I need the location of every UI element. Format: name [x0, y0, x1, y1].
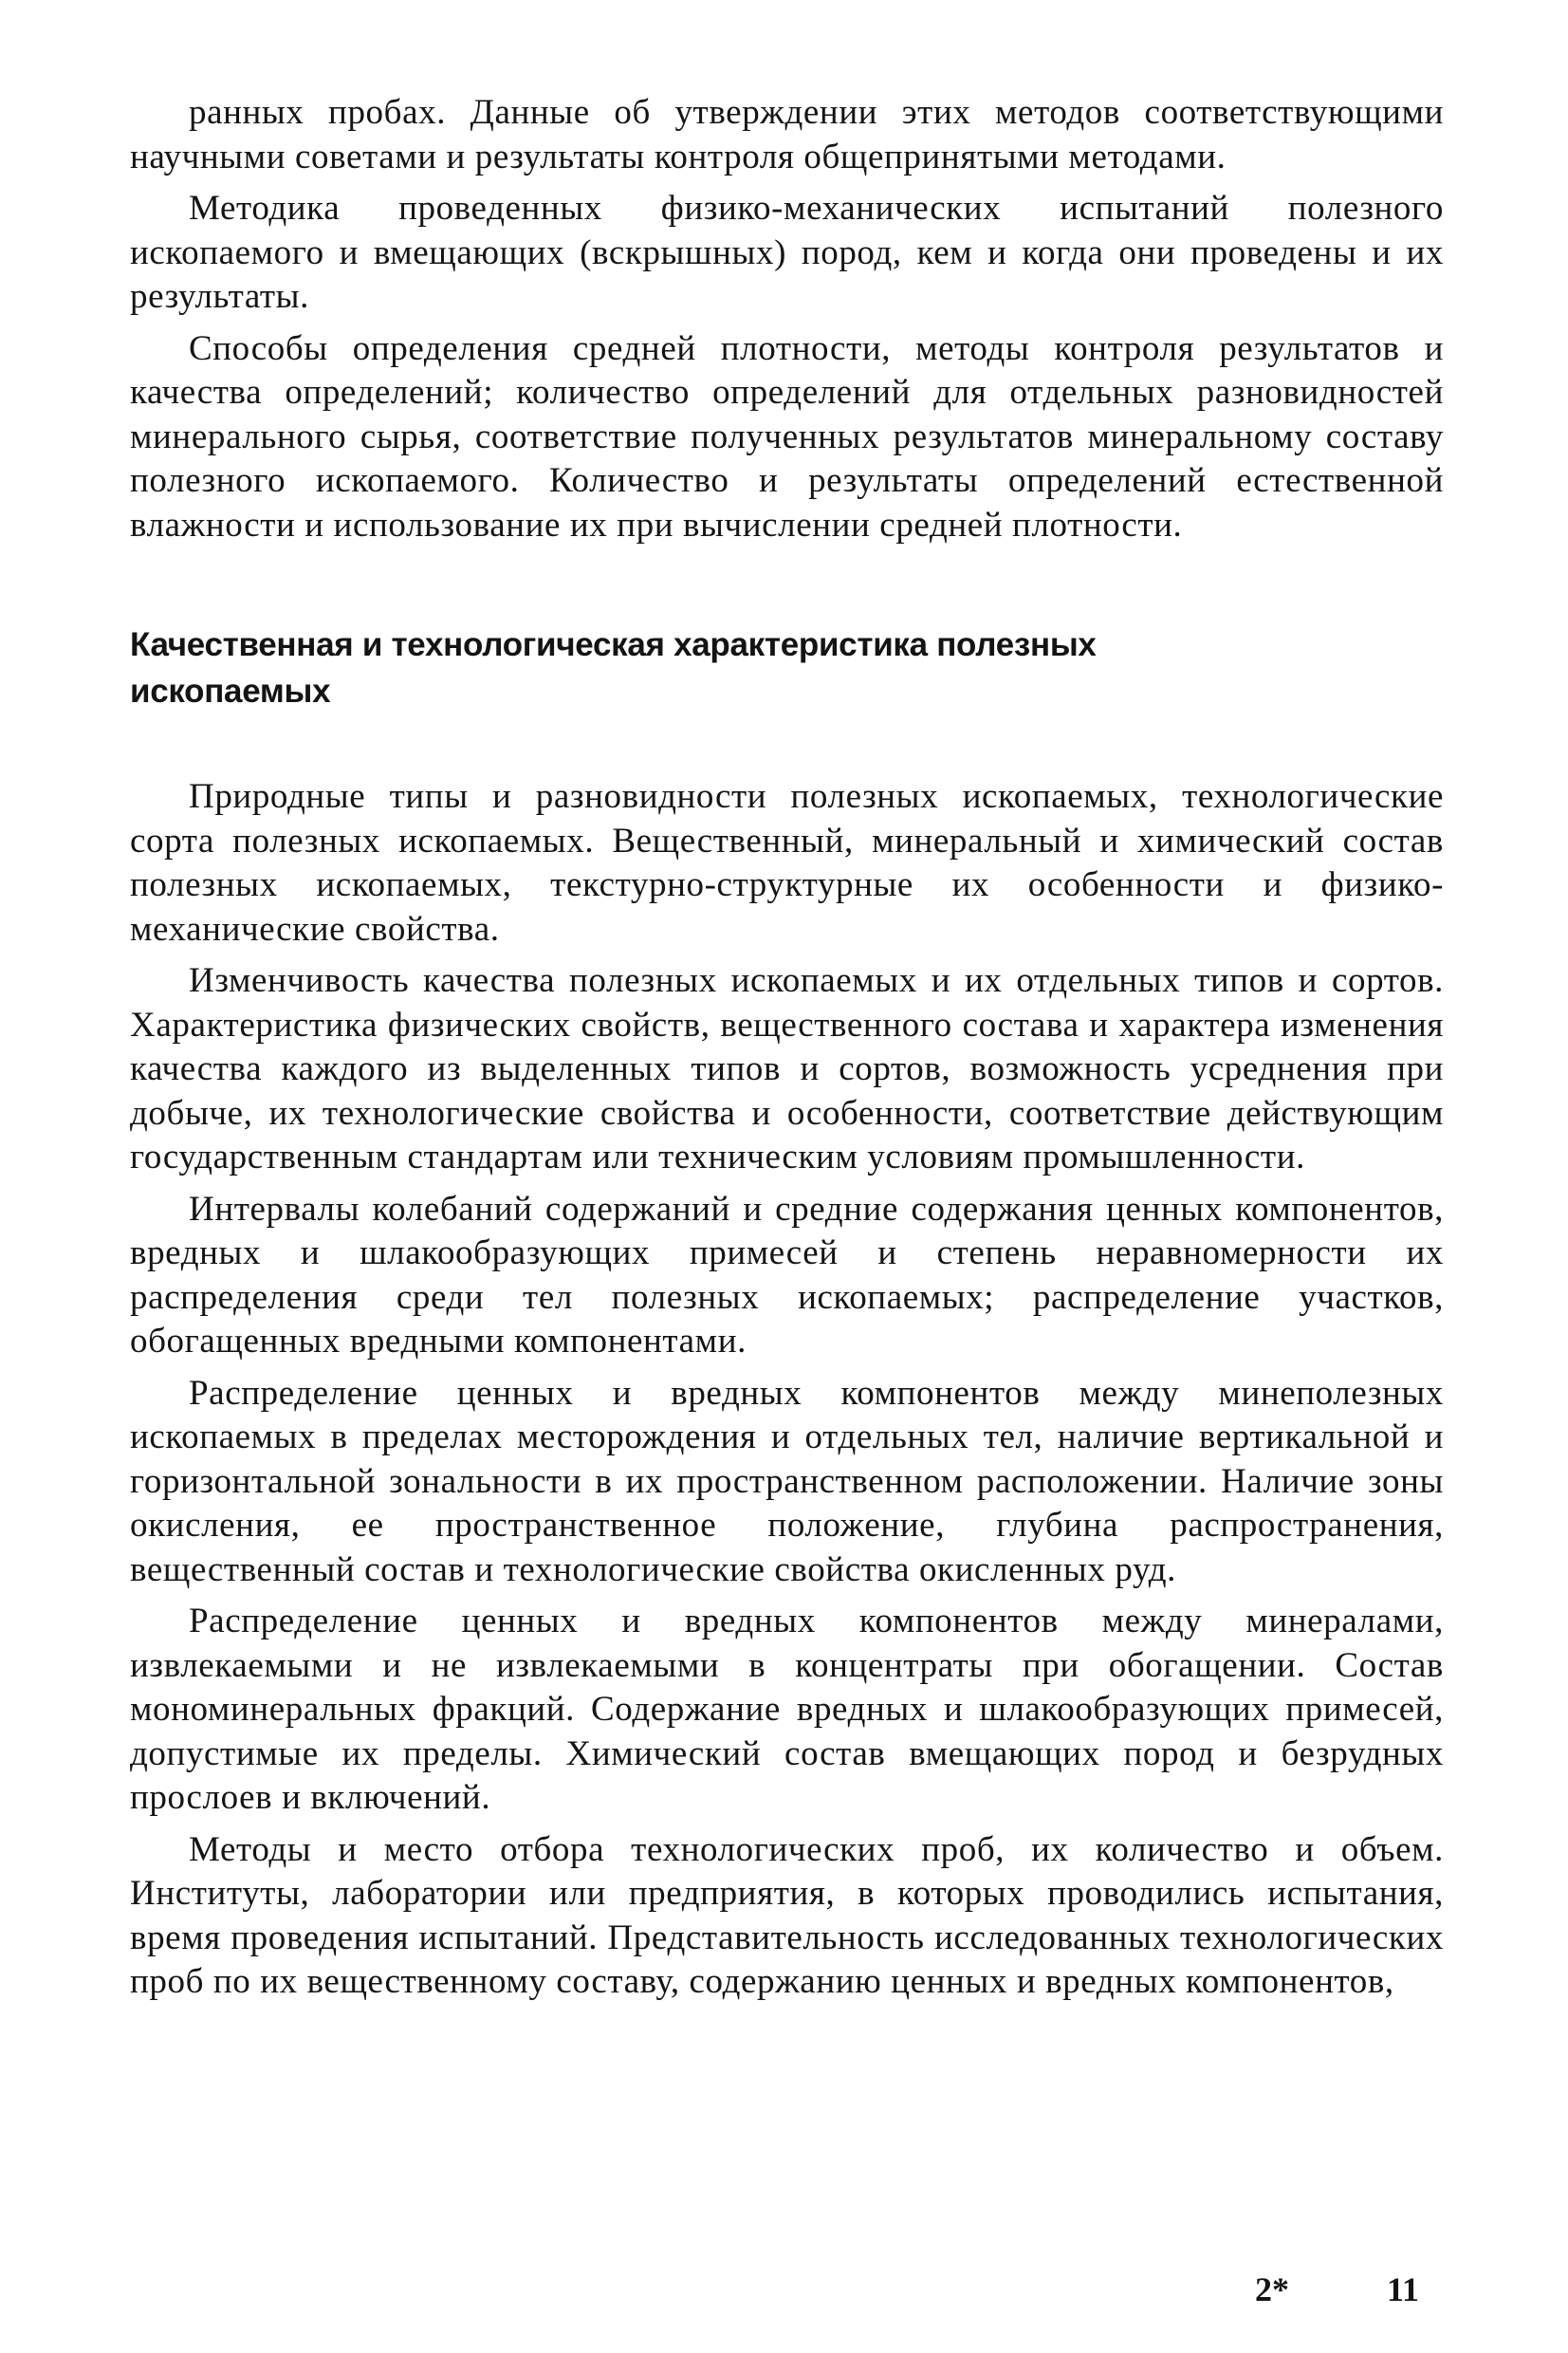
paragraph-mineral-distribution: Распределение ценных и вредных компонентов между минералами, извлекаемыми и не извлекаемыми в концентраты при обогащении. Состав мономинеральных фракций. Содержание вредных и шлакообразующих примесей, допустимые их пределы. Химический состав вмещающих пород и безрудных прослоев и включений. [130, 1602, 1444, 1817]
document-page [130, 91, 1444, 2012]
paragraph-physical-tests: Методика проведенных физико-механических испытаний полезного ископаемого и вмещающих (вскрышных) пород, кем и когда они проведены и их результаты. [130, 189, 1444, 316]
paragraph-technological-samples: Методы и место отбора технологических проб, их количество и объем. Институты, лаборатории или предприятия, в которых проводились испытания, время проведения испытаний. Представительность исследованных технологических проб по их вещественному составу, содержанию ценных и вредных компонентов, [130, 1829, 1444, 2001]
page-footer [130, 2270, 1444, 2317]
paragraph-component-distribution: Распределение ценных и вредных компонентов между минеполезных ископаемых в пределах месторождения и отдельных тел, наличие вертикальной и горизонтальной зональности в их пространственном расположении. Наличие зоны окисления, ее пространственное положение, глубина распространения, вещественный состав и технологические свойства окисленных руд. [130, 1373, 1444, 1589]
signature-mark: 2* [1255, 2270, 1289, 2308]
paragraph-density-methods: Способы определения средней плотности, методы контроля результатов и качества определений; количество определений для отдельных разновидностей минерального сырья, соответствие полученных результатов минеральному составу полезного ископаемого. Количество и результаты определений естественной влажности и использование их при вычислении средней плотности. [130, 328, 1444, 545]
paragraph-quality-variability: Изменчивость качества полезных ископаемых и их отдельных типов и сортов. Характеристика физических свойств, вещественного состава и характера изменения качества каждого из выделенных типов и сортов, возможность усреднения при добыче, их технологические свойства и особенности, соответствие действующим государственным стандартам или техническим условиям промышленности. [130, 961, 1444, 1176]
section-heading: Качественная и технологическая характеристика полезных ископаемых [130, 626, 1097, 710]
page-number: 11 [1386, 2270, 1419, 2308]
paragraph-natural-types: Природные типы и разновидности полезных ископаемых, технологические сорта полезных ископаемых. Вещественный, минеральный и химический состав полезных ископаемых, текстурно-структурные их особенности и физико-механические свойства. [130, 777, 1444, 949]
paragraph-content-intervals: Интервалы колебаний содержаний и средние содержания ценных компонентов, вредных и шлакообразующих примесей и степень неравномерности их распределения среди тел полезных ископаемых; распределение участков, обогащенных вредными компонентами. [130, 1189, 1444, 1361]
paragraph-sample-methods: ранных пробах. Данные об утверждении этих методов соответствующими научными советами и результаты контроля общепринятыми методами. [130, 93, 1444, 176]
